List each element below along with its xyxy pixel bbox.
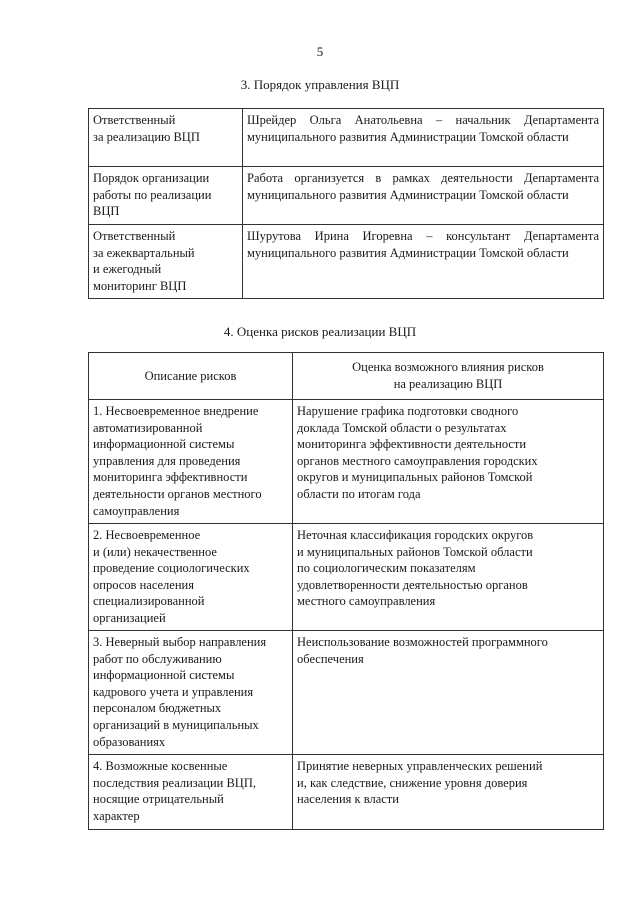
column-header-risk: Описание рисков [89,353,293,400]
table-row [89,755,604,830]
page-number: 5 [316,44,324,59]
row-value: Шрейдер Ольга Анатольевна – начальник Департамента муниципального развития Администрации Томской области [243,109,604,167]
table-row [89,524,604,631]
risk-cell: 2. Несвоевременное и (или) некачественное проведение социологических опросов населения специализированной организацией [89,524,293,631]
table-row [89,225,604,299]
row-label: Ответственный за реализацию ВЦП [89,109,243,167]
impact-cell: Принятие неверных управленческих решений и, как следствие, снижение уровня доверия населения к власти [293,755,604,830]
column-header-impact: Оценка возможного влияния рисков на реализацию ВЦП [293,353,604,400]
table-row [89,167,604,225]
risks-table [88,352,604,830]
table-row [89,109,604,167]
management-table [88,108,604,299]
table-row [89,631,604,755]
row-value: Работа организуется в рамках деятельности Департамента муниципального развития Администрации Томской области [243,167,604,225]
row-label: Ответственный за ежеквартальный и ежегодный мониторинг ВЦП [89,225,243,299]
impact-cell: Нарушение графика подготовки сводного доклада Томской области о результатах мониторинга эффективности деятельности органов местного самоуправления городских округов и муниципальных районов Томской области по итогам года [293,400,604,524]
risk-cell: 3. Неверный выбор направления работ по обслуживанию информационной системы кадрового учета и управления персоналом бюджетных организаций в муниципальных образованиях [89,631,293,755]
section-title-risks: 4. Оценка рисков реализации ВЦП [223,324,417,339]
risk-cell: 1. Несвоевременное внедрение автоматизированной информационной системы управления для проведения мониторинга эффективности деятельности органов местного самоуправления [89,400,293,524]
section-title-management: 3. Порядок управления ВЦП [240,77,400,92]
table-header-row [89,353,604,400]
row-value: Шурутова Ирина Игоревна – консультант Департамента муниципального развития Администрации Томской области [243,225,604,299]
risk-cell: 4. Возможные косвенные последствия реализации ВЦП, носящие отрицательный характер [89,755,293,830]
row-label: Порядок организации работы по реализации ВЦП [89,167,243,225]
table-row [89,400,604,524]
impact-cell: Неиспользование возможностей программного обеспечения [293,631,604,755]
impact-cell: Неточная классификация городских округов и муниципальных районов Томской области по социологическим показателям удовлетворенности деятельностью органов местного самоуправления [293,524,604,631]
